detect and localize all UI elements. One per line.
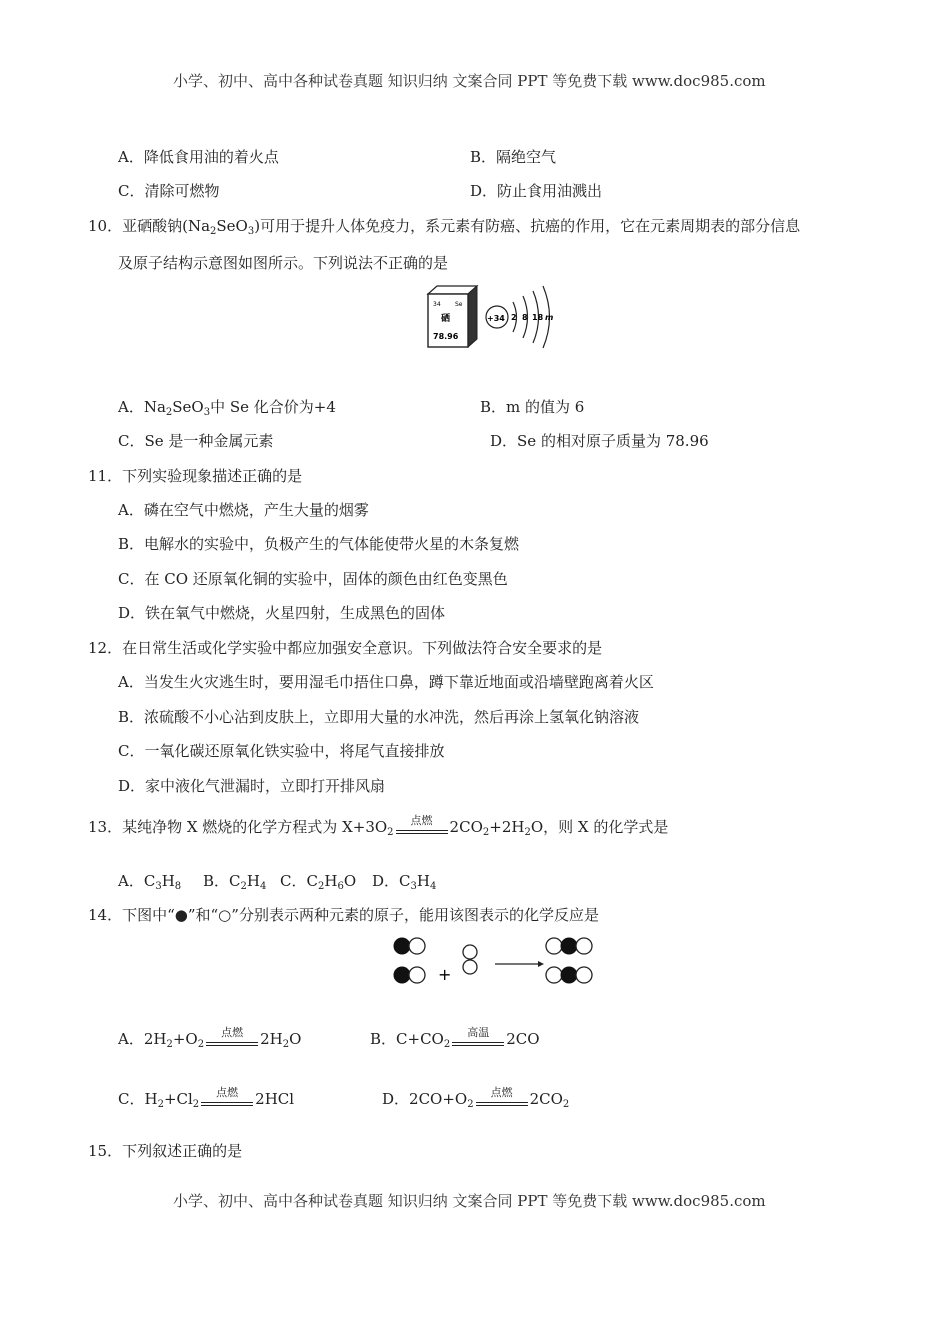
q10-stem-line2: 及原子结构示意图如图所示。下列说法不正确的是 — [118, 254, 449, 272]
q11-option-a: A．磷在空气中燃烧，产生大量的烟雾 — [118, 501, 369, 519]
reaction-diagram — [390, 934, 610, 992]
q10-stem-line1: 10．亚硒酸钠$(Na_2SeO_3)$可用于提升人体免疫力，系元素有防癌、抗癌的作用，它在元素周期表的部分信息 — [88, 217, 801, 237]
q12-option-c: C．一氧化碳还原氧化铁实验中，将尾气直接排放 — [118, 742, 445, 760]
q14-option-b: B．$C+CO_2$ 高温 2CO — [370, 1026, 540, 1050]
q13-option-c: C．$C_2H_6O$ — [280, 872, 357, 892]
selenium-figure — [425, 284, 575, 356]
q10-option-b: B．m 的值为 6 — [480, 398, 585, 416]
q13-option-d: D．$C_3H_4$ — [372, 872, 437, 892]
page-footer: 小学、初中、高中各种试卷真题 知识归纳 文案合同 PPT 等免费下载 www.doc985.com — [173, 1192, 766, 1210]
q12-option-d: D．家中液化气泄漏时，立即打开排风扇 — [118, 777, 386, 795]
q15-stem: 15．下列叙述正确的是 — [88, 1142, 243, 1160]
q13-option-a: A．$C_3H_8$ — [118, 872, 182, 892]
product-molecule — [546, 967, 592, 983]
shell-2-electrons: 8 — [522, 313, 528, 322]
product-molecule — [546, 938, 592, 954]
shell-3-electrons: 18 — [532, 313, 544, 322]
q11-option-c: C．在 CO 还原氧化铜的实验中，固体的颜色由红色变黑色 — [118, 570, 508, 588]
reactant-molecule-vertical — [463, 945, 477, 974]
plus-sign: + — [438, 965, 452, 984]
q14-stem: 14．下图中“●”和“○”分别表示两种元素的原子，能用该图表示的化学反应是 — [88, 906, 599, 924]
q12-stem: 12．在日常生活或化学实验中都应加强安全意识。下列做法符合安全要求的是 — [88, 639, 603, 657]
element-card — [428, 286, 477, 347]
q14-option-c: C．$H_2+Cl_2$ 点燃 2HCl — [118, 1086, 295, 1110]
q12-option-b: B．浓硫酸不小心沾到皮肤上，立即用大量的水冲洗，然后再涂上氢氧化钠溶液 — [118, 708, 640, 726]
shell-1-electrons: 2 — [511, 313, 517, 322]
element-name: 硒 — [441, 314, 451, 324]
reactant-molecule — [394, 938, 425, 954]
atomic-mass: 78.96 — [433, 332, 459, 341]
q10-option-c: C．Se 是一种金属元素 — [118, 432, 274, 450]
q13-option-b: B．$C_2H_4$ — [203, 872, 267, 892]
q12-option-a: A．当发生火灾逃生时，要用湿毛巾捂住口鼻，蹲下靠近地面或沿墙壁跑离着火区 — [118, 673, 654, 691]
q13-stem: 13．某纯净物 X 燃烧的化学方程式为 $X+3O_2$ 点燃 $2CO_2+2H_2O$，则 X 的化学式是 — [88, 814, 669, 838]
q9-option-b: B．隔绝空气 — [470, 148, 557, 166]
reaction-condition: 点燃 — [396, 821, 448, 835]
q10-option-a: A．$Na_2SeO_3$中 Se 化合价为+4 — [118, 398, 336, 418]
q11-option-d: D．铁在氧气中燃烧，火星四射，生成黑色的固体 — [118, 604, 446, 622]
reaction-arrow — [495, 961, 544, 967]
shell-4-electrons: m — [545, 313, 554, 322]
q9-option-d: D．防止食用油溅出 — [470, 182, 603, 200]
q9-option-c: C．清除可燃物 — [118, 182, 220, 200]
atomic-number: 34 — [433, 301, 441, 308]
q14-option-d: D．$2CO+O_2$ 点燃 $2CO_2$ — [382, 1086, 570, 1110]
q14-option-a: A．$2H_2+O_2$ 点燃 $2H_2O$ — [118, 1026, 302, 1050]
q11-stem: 11．下列实验现象描述正确的是 — [88, 467, 303, 485]
q11-option-b: B．电解水的实验中，负极产生的气体能使带火星的木条复燃 — [118, 535, 520, 553]
q10-option-d: D．Se 的相对原子质量为 78.96 — [490, 432, 709, 450]
page-header: 小学、初中、高中各种试卷真题 知识归纳 文案合同 PPT 等免费下载 www.doc985.com — [173, 72, 766, 90]
element-symbol: Se — [455, 301, 463, 308]
nucleus-charge: +34 — [487, 314, 505, 323]
q9-option-a: A．降低食用油的着火点 — [118, 148, 279, 166]
atom-structure — [486, 286, 553, 348]
reactant-molecule — [394, 967, 425, 983]
